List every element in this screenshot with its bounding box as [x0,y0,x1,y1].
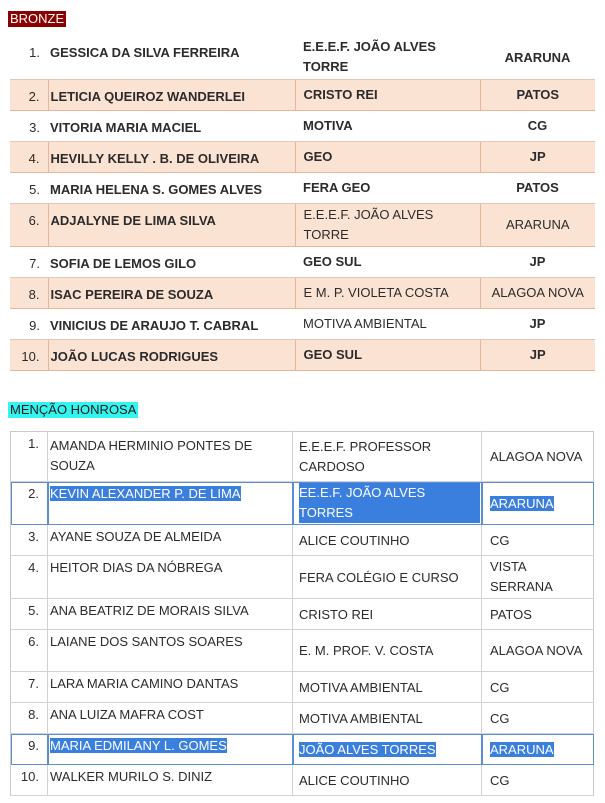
rank-number: 10. [10,339,48,370]
rank-number: 4. [10,141,48,172]
table-row [10,36,595,79]
student-name[interactable]: MARIA EDMILANY L. GOMES [48,734,293,765]
school-name: FERA COLÉGIO E CURSO [293,556,482,599]
table-row [11,525,594,556]
student-name: MARIA HELENA S. GOMES ALVES [48,172,295,203]
city-name: CG [482,672,594,703]
city-name: VISTA SERRANA [482,556,594,599]
student-name: ISAC PEREIRA DE SOUZA [48,277,295,308]
student-name: LARA MARIA CAMINO DANTAS [48,672,293,703]
city-name: CG [480,110,595,141]
rank-number: 6. [11,630,48,672]
table-row[interactable] [11,734,594,765]
city-name: PATOS [482,599,594,630]
school-name: GEO SUL [295,339,480,370]
school-name: GEO SUL [295,246,480,277]
student-name: LAIANE DOS SANTOS SOARES [48,630,293,672]
school-name: E.E.E.F. PROFESSOR CARDOSO [293,432,482,482]
school-name[interactable]: JOÃO ALVES TORRES [293,734,482,765]
table-row [11,432,594,482]
student-name: HEVILLY KELLY . B. DE OLIVEIRA [48,141,295,172]
table-row [10,203,595,246]
student-name: AMANDA HERMINIO PONTES DE SOUZA [48,432,293,482]
rank-number: 8. [11,703,48,734]
rank-number: 5. [10,172,48,203]
student-name: GESSICA DA SILVA FERREIRA [48,36,295,79]
table-row [11,672,594,703]
school-name: E. M. PROF. V. COSTA [293,630,482,672]
school-name: E.E.E.F. JOÃO ALVES TORRE [295,36,480,79]
table-row [10,141,595,172]
city-name: ALAGOA NOVA [480,277,595,308]
rank-number: 2. [10,79,48,110]
city-name: CG [482,525,594,556]
table-row[interactable] [11,482,594,525]
mencao-heading: MENÇÃO HONROSA [10,402,137,417]
rank-number: 1. [11,432,48,482]
school-name: GEO [295,141,480,172]
city-name[interactable]: ARARUNA [482,734,594,765]
student-name: VITORIA MARIA MACIEL [48,110,295,141]
city-name[interactable]: ARARUNA [482,482,594,525]
table-row [11,630,594,672]
rank-number: 1. [10,36,48,79]
mencao-table [10,431,594,796]
city-name: JP [480,308,595,339]
school-name: ALICE COUTINHO [293,525,482,556]
rank-number: 3. [10,110,48,141]
city-name: PATOS [480,79,595,110]
rank-number: 9. [11,734,48,765]
city-name: JP [480,246,595,277]
table-row [10,246,595,277]
rank-number: 7. [11,672,48,703]
rank-number: 9. [10,308,48,339]
city-name: ALAGOA NOVA [482,432,594,482]
student-name: ANA BEATRIZ DE MORAIS SILVA [48,599,293,630]
school-name: MOTIVA [295,110,480,141]
city-name: CG [482,703,594,734]
school-name: E.E.E.F. JOÃO ALVES TORRE [295,203,480,246]
table-row [10,339,595,370]
city-name: JP [480,141,595,172]
school-name: ALICE COUTINHO [293,765,482,796]
city-name: CG [482,765,594,796]
school-name: CRISTO REI [293,599,482,630]
student-name: JOÃO LUCAS RODRIGUES [48,339,295,370]
student-name: LETICIA QUEIROZ WANDERLEI [48,79,295,110]
city-name: ALAGOA NOVA [482,630,594,672]
table-row [10,308,595,339]
table-row [10,277,595,308]
student-name: HEITOR DIAS DA NÓBREGA [48,556,293,599]
table-row [11,703,594,734]
student-name: SOFIA DE LEMOS GILO [48,246,295,277]
student-name: VINICIUS DE ARAUJO T. CABRAL [48,308,295,339]
school-name: MOTIVA AMBIENTAL [295,308,480,339]
rank-number: 5. [11,599,48,630]
school-name: E M. P. VIOLETA COSTA [295,277,480,308]
rank-number: 10. [11,765,48,796]
city-name: ARARUNA [480,36,595,79]
school-name[interactable]: EE.E.F. JOÃO ALVES TORRES [293,482,482,525]
rank-number: 3. [11,525,48,556]
table-row [11,599,594,630]
student-name[interactable]: KEVIN ALEXANDER P. DE LIMA [48,482,293,525]
student-name: WALKER MURILO S. DINIZ [48,765,293,796]
school-name: FERA GEO [295,172,480,203]
city-name: ARARUNA [480,203,595,246]
rank-number: 8. [10,277,48,308]
table-row [10,79,595,110]
table-row [11,556,594,599]
rank-number: 6. [10,203,48,246]
city-name: JP [480,339,595,370]
bronze-table [10,36,595,371]
rank-number: 4. [11,556,48,599]
rank-number: 2. [11,482,48,525]
bronze-heading: BRONZE [10,11,65,26]
table-row [10,110,595,141]
city-name: PATOS [480,172,595,203]
school-name: MOTIVA AMBIENTAL [293,703,482,734]
table-row [10,172,595,203]
student-name: ANA LUIZA MAFRA COST [48,703,293,734]
rank-number: 7. [10,246,48,277]
school-name: CRISTO REI [295,79,480,110]
student-name: ADJALYNE DE LIMA SILVA [48,203,295,246]
student-name: AYANE SOUZA DE ALMEIDA [48,525,293,556]
table-row [11,765,594,796]
school-name: MOTIVA AMBIENTAL [293,672,482,703]
